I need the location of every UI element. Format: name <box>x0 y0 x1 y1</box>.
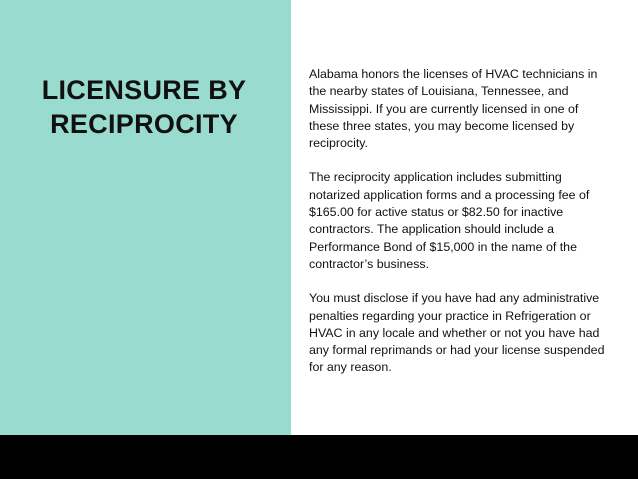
paragraph-disclosure: You must disclose if you have had any administrative penalties regarding your practice in Refrigeration or HVAC in any locale and whether or not you have had any formal reprimands or had your license suspended for any reason. <box>309 291 605 375</box>
title-panel <box>0 0 291 435</box>
paragraph-application-fees: The reciprocity application includes submitting notarized application forms and a processing fee of $165.00 for active status or $82.50 for inactive contractors. The application should include a Performance Bond of $15,000 in the name of the contractor’s business. <box>309 170 590 271</box>
slide-title <box>18 73 270 141</box>
slide-title-line-1: LICENSURE BY <box>41 75 247 105</box>
slide-title-line-2: RECIPROCITY <box>50 109 238 139</box>
paragraph-reciprocity-states: Alabama honors the licenses of HVAC technicians in the nearby states of Louisiana, Tennessee, and Mississippi. If you are currently licensed in one of these three states, you may become licensed by reciprocity. <box>309 67 598 151</box>
footer-bar <box>0 435 638 479</box>
body-text <box>309 66 609 394</box>
